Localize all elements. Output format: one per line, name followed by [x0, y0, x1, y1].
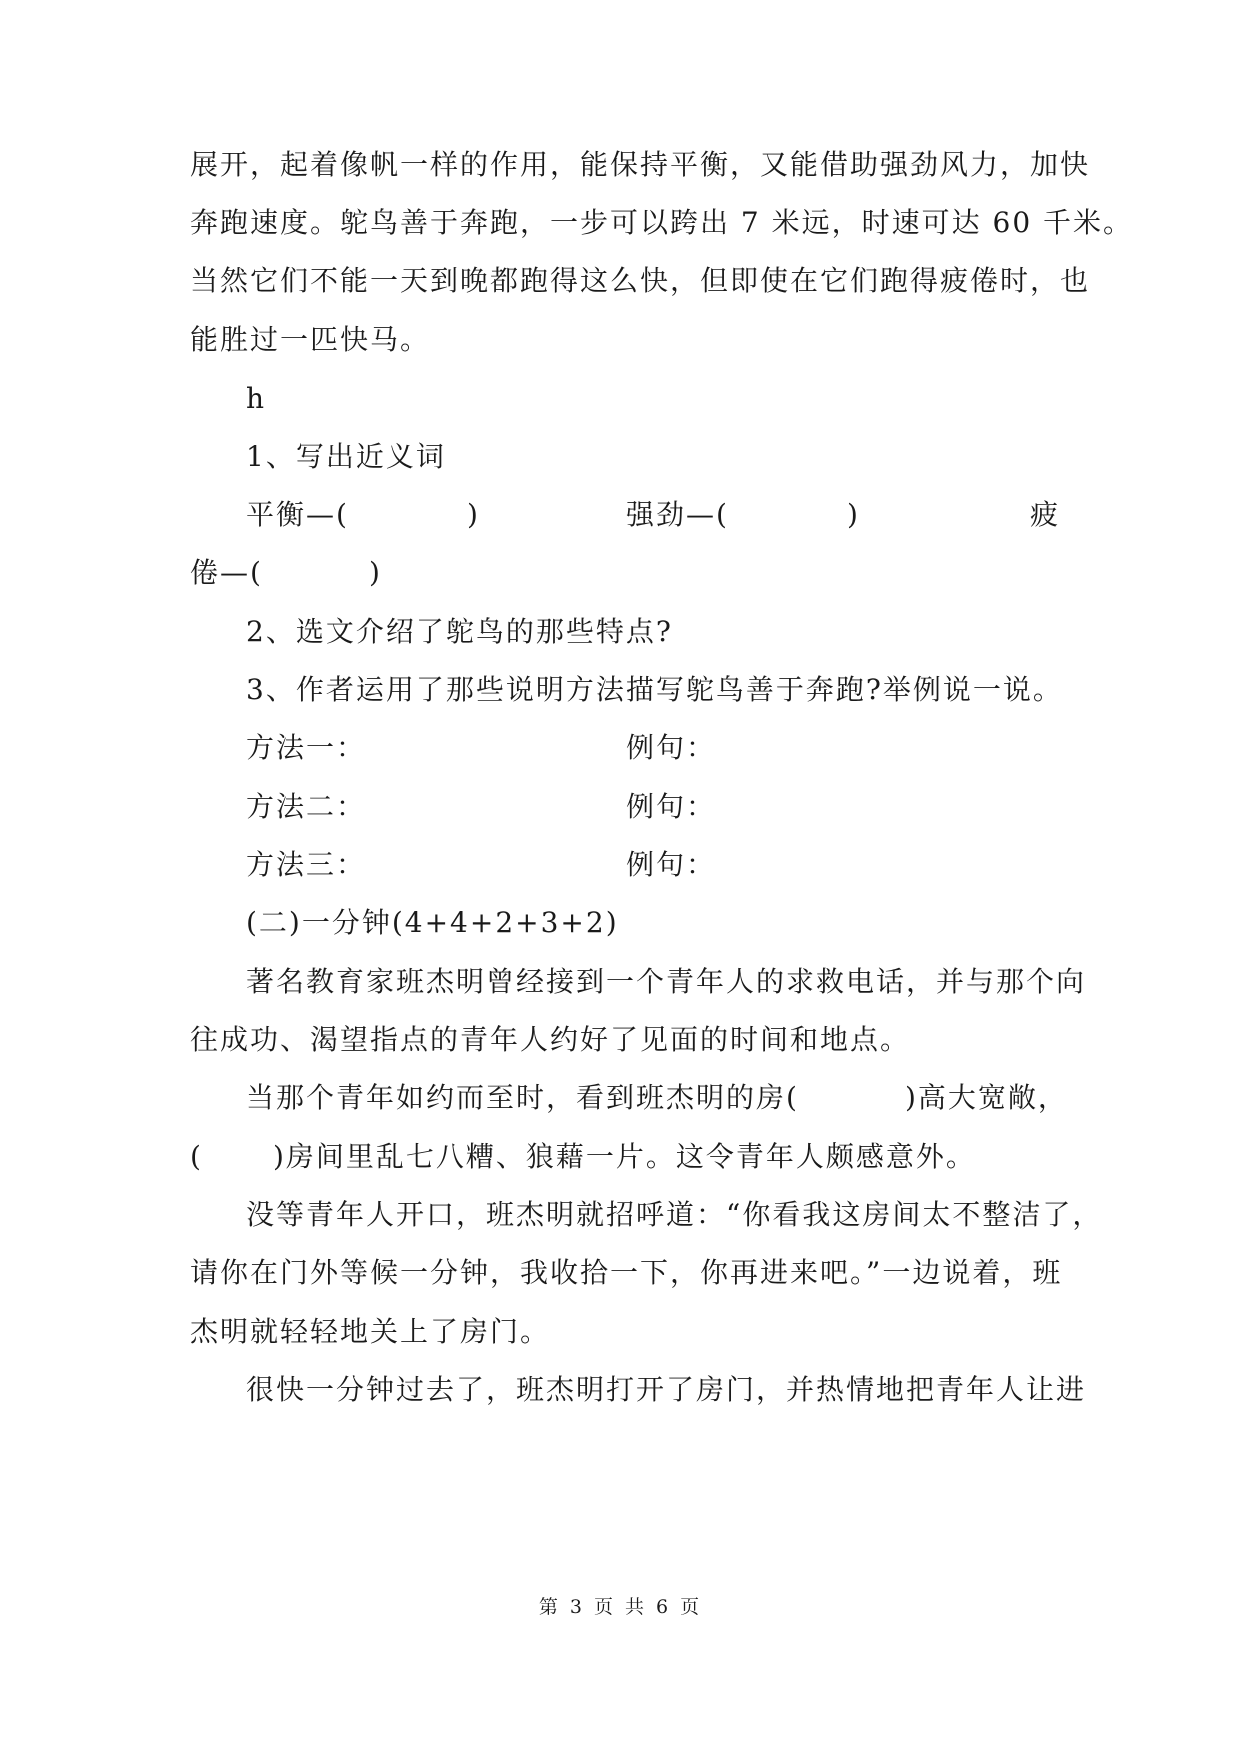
- section2-p2-line-2: ( )房间里乱七八糟、狼藉一片。这令青年人颇感意外。: [190, 1140, 976, 1173]
- passage1-line-4: 能胜过一匹快马。: [190, 323, 431, 356]
- stray-letter: h: [246, 382, 267, 415]
- method-2-label: 方法二：: [246, 790, 367, 823]
- question-3: 3、作者运用了那些说明方法描写鸵鸟善于奔跑?举例说一说。: [246, 673, 1063, 706]
- page-footer: 第 3 页 共 6 页: [538, 1596, 703, 1618]
- example-1-label: 例句：: [626, 731, 717, 764]
- q1-item-3-start: 疲: [1030, 498, 1061, 531]
- section2-p2-line-1: 当那个青年如约而至时，看到班杰明的房( )高大宽敞，: [246, 1081, 1068, 1114]
- question-1-row-2: 倦—( ): [190, 556, 382, 589]
- q1-item-1: 平衡—( ): [246, 498, 480, 531]
- question-1-title: 1、写出近义词: [246, 440, 446, 473]
- question-2: 2、选文介绍了鸵鸟的那些特点?: [246, 615, 673, 648]
- section2-p1-line-1: 著名教育家班杰明曾经接到一个青年人的求救电话，并与那个向: [246, 965, 1087, 998]
- q1-item-2: 强劲—( ): [626, 498, 860, 531]
- section2-p4-line-1: 很快一分钟过去了，班杰明打开了房门，并热情地把青年人让进: [246, 1373, 1087, 1406]
- method-row-1: [0, 728, 1241, 768]
- passage1-line-2: 奔跑速度。鸵鸟善于奔跑，一步可以跨出 7 米远，时速可达 60 千米。: [190, 206, 1134, 239]
- example-2-label: 例句：: [626, 790, 717, 823]
- section2-p3-line-1: 没等青年人开口，班杰明就招呼道：“你看我这房间太不整洁了，: [246, 1198, 1103, 1231]
- method-row-2: [0, 787, 1241, 827]
- question-1-row: [0, 495, 1241, 535]
- method-3-label: 方法三：: [246, 848, 367, 881]
- example-3-label: 例句：: [626, 848, 717, 881]
- section2-p3-line-2: 请你在门外等候一分钟，我收拾一下，你再进来吧。”一边说着，班: [190, 1256, 1063, 1289]
- passage1-line-3: 当然它们不能一天到晚都跑得这么快，但即使在它们跑得疲倦时，也: [190, 264, 1091, 297]
- section-2-heading: (二)一分钟(4+4+2+3+2): [246, 906, 619, 939]
- method-1-label: 方法一：: [246, 731, 367, 764]
- section2-p3-line-3: 杰明就轻轻地关上了房门。: [190, 1315, 551, 1348]
- method-row-3: [0, 845, 1241, 885]
- section2-p1-line-2: 往成功、渴望指点的青年人约好了见面的时间和地点。: [190, 1023, 911, 1056]
- passage1-line-1: 展开，起着像帆一样的作用，能保持平衡，又能借助强劲风力，加快: [190, 148, 1091, 181]
